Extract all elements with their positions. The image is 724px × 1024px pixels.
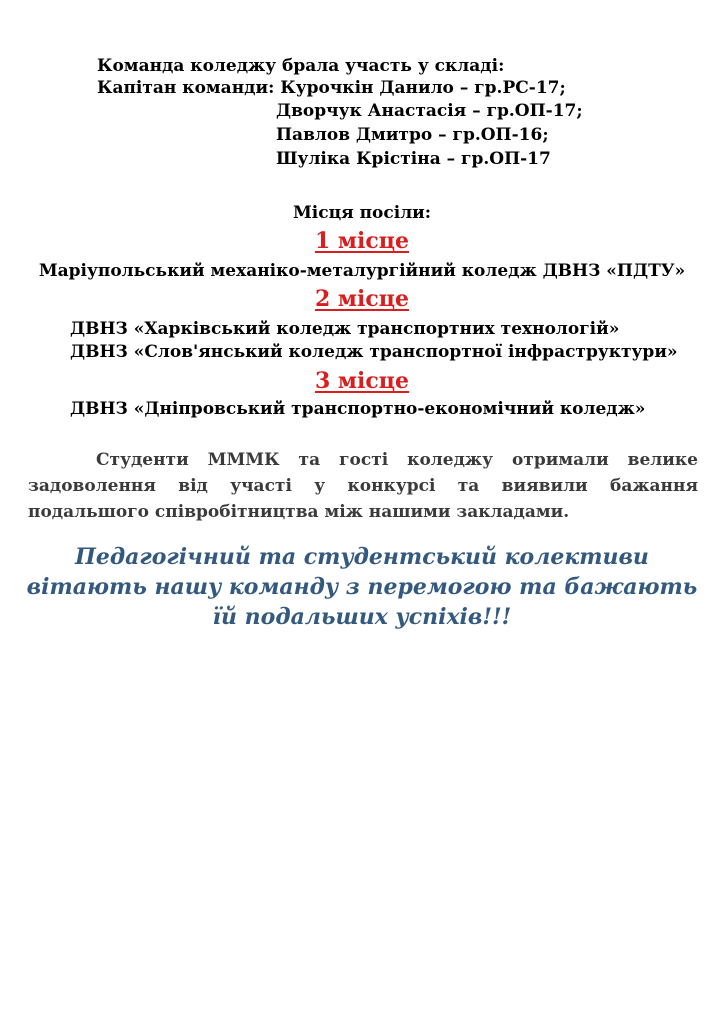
results-heading: Місця посіли: [292, 203, 432, 223]
first-place-winner: Маріупольський механіко-металургійний коледж ДВНЗ «ПДТУ» [38, 261, 686, 281]
second-place-winner: ДВНЗ «Слов'янський коледж транспортної інфраструктури» [70, 342, 678, 362]
team-member: Дворчук Анастасія – гр.ОП-17; [276, 101, 583, 121]
third-place-heading: 3 місце [314, 368, 410, 394]
captain-name: Курочкін Данило – гр.РС-17; [280, 78, 566, 98]
second-place-winner: ДВНЗ «Харківський коледж транспортних технологій» [70, 319, 620, 339]
third-place-winner: ДВНЗ «Дніпровський транспортно-економічний коледж» [70, 399, 646, 419]
team-intro: Команда коледжу брала участь у складі: [97, 56, 505, 76]
team-member: Павлов Дмитро – гр.ОП-16; [276, 125, 549, 145]
team-member: Шуліка Крістіна – гр.ОП-17 [276, 149, 551, 169]
second-place-heading: 2 місце [314, 286, 410, 312]
closing-message: Педагогічний та студентський колективи вітають нашу команду з перемогою та бажають їй подальших успіхів!!! [26, 544, 698, 630]
captain-label: Капітан команди: [97, 78, 275, 98]
first-place-heading: 1 місце [314, 228, 410, 254]
captain-line [97, 77, 566, 99]
summary-paragraph: Студенти МММК та гості коледжу отримали велике задоволення від участі у конкурсі та виявили бажання подальшого співробітництва між нашими закладами. [28, 450, 698, 522]
